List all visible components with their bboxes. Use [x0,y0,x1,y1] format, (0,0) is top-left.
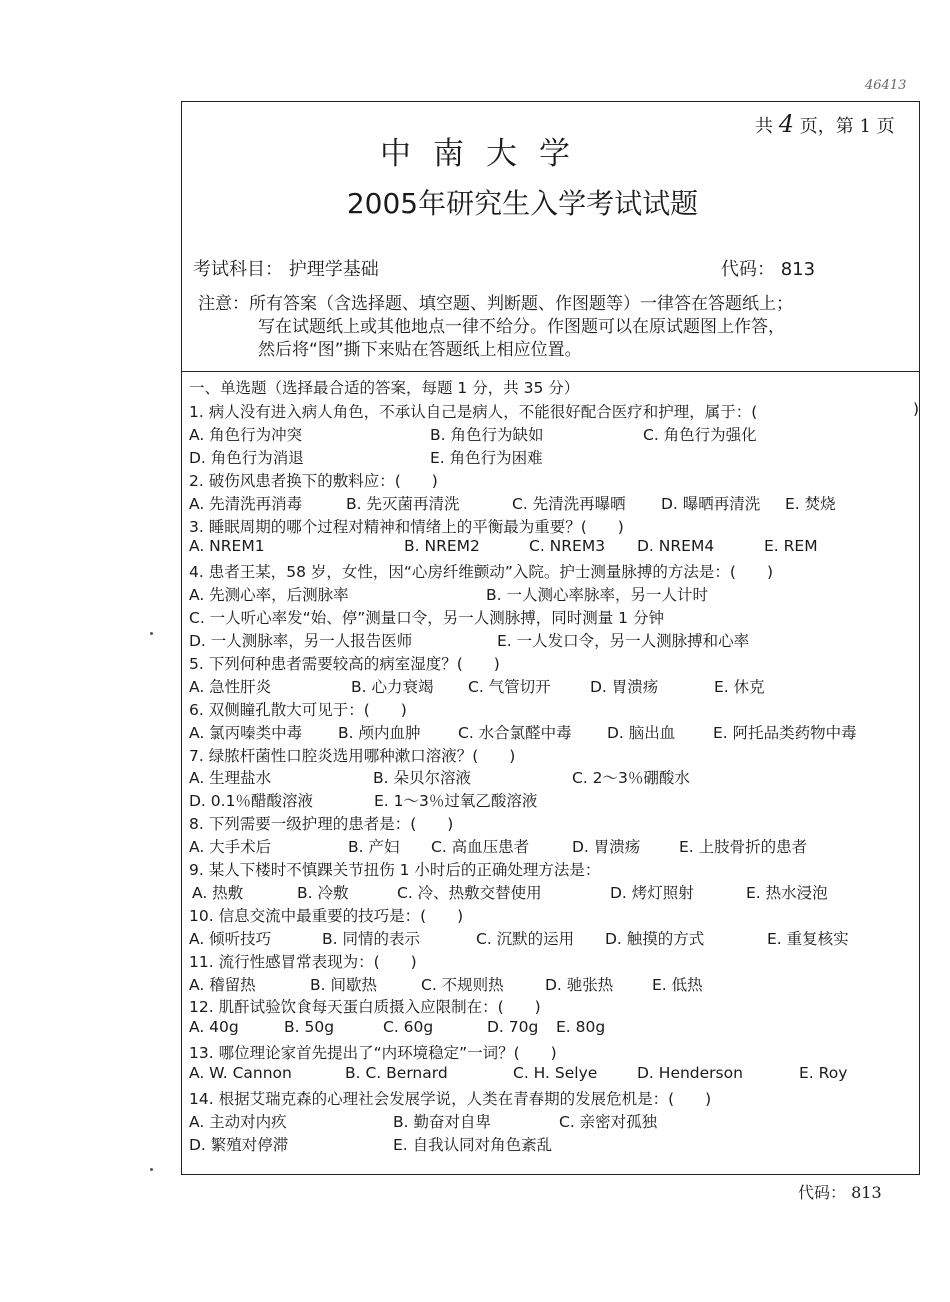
answer-option: B. 勤奋对自卑 [393,1112,491,1131]
answer-option: B. 心力衰竭 [351,677,434,696]
notice-line: 然后将“图”撕下来贴在答题纸上相应位置。 [258,340,582,360]
answer-option: B. 间歇热 [310,975,377,994]
exam-title: 2005年研究生入学考试试题 [346,187,699,220]
answer-option: B. 一人测心率脉率，另一人计时 [486,586,708,605]
answer-option: E. 阿托品类药物中毒 [713,723,857,742]
answer-option: A. 40g [189,1018,239,1037]
answer-option: C. 一人听心率发“始、停”测量口令，另一人测脉搏，同时测量 1 分钟 [189,609,664,628]
answer-option: B. 朵贝尔溶液 [373,769,471,788]
answer-option: E. 一人发口令，另一人测脉搏和心率 [497,632,750,650]
answer-option: E. 重复核实 [767,929,849,948]
question-stem-close: ) [913,400,920,418]
scan-speck [150,632,153,635]
answer-option: A. W. Cannon [189,1064,292,1083]
answer-option: B. NREM2 [404,537,480,556]
exam-subject: 考试科目： 护理学基础 [193,259,379,280]
question-stem: 11. 流行性感冒常表现为：( ) [189,952,417,971]
answer-option: C. NREM3 [529,537,606,556]
answer-option: C. 角色行为强化 [643,425,757,444]
document-id: 46413 [865,78,907,93]
answer-option: C. 沉默的运用 [476,929,575,948]
question-stem: 1. 病人没有进入病人角色，不承认自己是病人，不能很好配合医疗和护理，属于：( [189,403,758,421]
answer-option: A. 急性肝炎 [189,677,272,696]
answer-option: E. 低热 [652,975,703,994]
footer-code: 代码： 813 [798,1183,882,1202]
answer-option: A. 生理盐水 [189,769,272,788]
university-name: 中南大学 [380,136,592,172]
answer-option: D. 胃溃疡 [590,677,659,696]
answer-option: D. 繁殖对停滞 [189,1135,289,1154]
answer-option: D. 角色行为消退 [189,448,304,467]
answer-option: D. 驰张热 [545,975,614,994]
page-info-prefix: 共 [755,116,773,137]
answer-option: E. 角色行为困难 [430,448,543,467]
header-divider [181,371,920,372]
answer-option: B. 颅内血肿 [338,723,421,742]
answer-option: D. 胃溃疡 [572,838,641,857]
notice-block [198,293,793,362]
answer-option: C. 60g [383,1018,434,1037]
answer-option: B. 产妇 [348,838,400,857]
answer-option: A. 热敷 [192,883,244,902]
scan-speck [150,1168,153,1171]
answer-option: D. 脑出血 [607,723,676,742]
answer-option: C. 水合氯醛中毒 [458,723,572,742]
answer-option: C. 亲密对孤独 [559,1112,658,1131]
answer-option: D. 0.1％醋酸溶液 [189,792,313,811]
answer-option: A. NREM1 [189,537,265,556]
answer-option: B. C. Bernard [345,1064,448,1083]
subject-code: 代码： 813 [721,259,816,280]
answer-option: B. 50g [284,1018,335,1037]
question-stem: 10. 信息交流中最重要的技巧是：( ) [189,906,464,925]
answer-option: E. 热水浸泡 [746,883,828,902]
answer-option: C. H. Selye [513,1064,598,1083]
answer-option: E. Roy [799,1064,848,1083]
answer-option: B. 角色行为缺如 [430,425,544,444]
question-stem: 13. 哪位理论家首先提出了“内环境稳定”一词？( ) [189,1044,557,1063]
answer-option: A. 先清洗再消毒 [189,494,303,513]
answer-option: A. 先测心率，后测脉率 [189,586,349,605]
answer-option: A. 角色行为冲突 [189,425,303,444]
question-stem: 7. 绿脓杆菌性口腔炎选用哪种漱口溶液？( ) [189,746,516,765]
answer-option: C. 先清洗再曝晒 [512,494,626,513]
question-stem: 14. 根据艾瑞克森的心理社会发展学说，人类在青春期的发展危机是：( ) [189,1090,712,1108]
answer-option: D. 一人测脉率，另一人报告医师 [189,632,413,650]
answer-option: A. 大手术后 [189,838,272,857]
answer-option: A. 倾听技巧 [189,929,272,948]
page-total: 4 [778,110,795,138]
notice-line: 写在试题纸上或其他地点一律不给分。作图题可以在原试题图上作答， [258,317,785,337]
question-stem: 9. 某人下楼时不慎踝关节扭伤 1 小时后的正确处理方法是： [189,861,601,879]
question-stem: 8. 下列需要一级护理的患者是：( ) [189,815,454,834]
question-stem: 2. 破伤风患者换下的敷料应：( ) [189,471,438,490]
page-info-suffix: 页，第 1 页 [799,116,895,137]
answer-option: D. NREM4 [637,537,715,556]
answer-option: D. 70g [487,1018,539,1037]
answer-option: C. 2～3％硼酸水 [572,769,690,788]
answer-option: E. REM [764,537,818,556]
question-stem: 6. 双侧瞳孔散大可见于：( ) [189,700,407,719]
answer-option: D. Henderson [637,1064,743,1083]
answer-option: E. 焚烧 [785,494,836,513]
answer-option: D. 烤灯照射 [610,883,694,902]
answer-option: B. 先灭菌再清洗 [346,494,460,513]
answer-option: A. 主动对内疚 [189,1112,287,1131]
question-stem: 12. 肌酐试验饮食每天蛋白质摄入应限制在：( ) [189,998,541,1017]
answer-option: A. 氯丙嗪类中毒 [189,723,303,742]
answer-option: D. 曝晒再清洗 [661,494,761,513]
question-stem: 4. 患者王某，58 岁，女性，因“心房纤维颤动”入院。护士测量脉搏的方法是：( ) [189,563,774,582]
answer-option: C. 高血压患者 [431,838,530,857]
answer-option: C. 冷、热敷交替使用 [397,883,542,902]
answer-option: C. 不规则热 [421,975,504,994]
answer-option: E. 休克 [714,677,765,696]
answer-option: C. 气管切开 [468,677,551,696]
answer-option: E. 1～3％过氧乙酸溶液 [374,792,538,811]
answer-option: E. 上肢骨折的患者 [679,838,808,857]
question-stem: 5. 下列何种患者需要较高的病室湿度？( ) [189,654,500,673]
answer-option: B. 冷敷 [297,883,349,902]
section-title: 一、单选题（选择最合适的答案，每题 1 分，共 35 分） [189,379,580,397]
answer-option: E. 80g [556,1018,606,1037]
answer-option: A. 稽留热 [189,975,256,994]
notice-line: 注意：所有答案（含选择题、填空题、判断题、作图题等）一律答在答题纸上； [198,294,793,314]
answer-option: E. 自我认同对角色紊乱 [393,1135,553,1154]
answer-option: B. 同情的表示 [322,929,420,948]
answer-option: D. 触摸的方式 [605,929,705,948]
question-stem: 3. 睡眠周期的哪个过程对精神和情绪上的平衡最为重要？( ) [189,517,624,536]
